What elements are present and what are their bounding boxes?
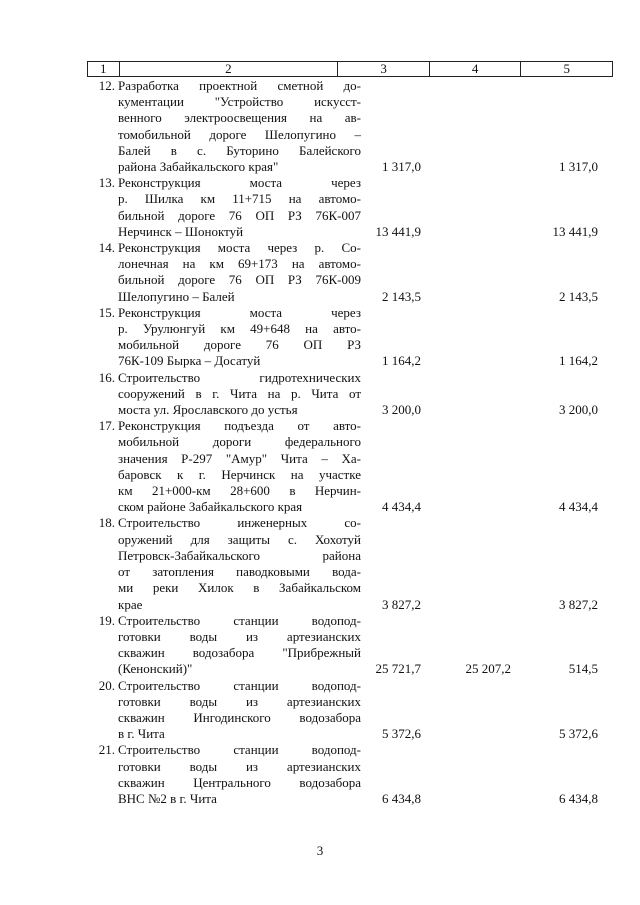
description-line: готовки воды из артезианских (118, 693, 361, 709)
description-line: скважин Центрального водозабора (118, 774, 361, 790)
row-description (98, 78, 361, 175)
value-col-3: 1 164,2 (382, 353, 421, 369)
row-number: 12. (98, 78, 115, 93)
value-col-5: 3 827,2 (559, 596, 598, 612)
description-line: моста ул. Ярославского до устья (118, 402, 298, 418)
header-col-4: 4 (429, 62, 521, 77)
row-description (98, 240, 361, 305)
description-line: скважин Ингодинского водозабора (118, 709, 361, 725)
row-number: 20. (98, 677, 115, 693)
table-row (87, 678, 613, 743)
header-col-2: 2 (119, 62, 338, 77)
table-row (87, 418, 613, 515)
value-col-3: 2 143,5 (382, 288, 421, 304)
description-line: крае (118, 596, 143, 612)
description-line: Строительство станции водопод- (118, 612, 361, 628)
description-line: Реконструкция подъезда от авто- (118, 418, 361, 434)
description-line: от затопления паводковыми вода- (118, 564, 361, 580)
description-line: Петровск-Забайкальского района (118, 547, 361, 563)
description-line: скважин водозабора "Прибрежный (118, 645, 361, 661)
description-line: томобильной дороге Шелопугино – (118, 126, 361, 142)
description-line: значения Р-297 "Амур" Чита – Ха- (118, 450, 361, 466)
table-row (87, 742, 613, 807)
description-line: сооружений в г. Чита на р. Чита от (118, 385, 361, 401)
description-line: Балей в с. Буторино Балейского (118, 142, 361, 158)
row-number: 19. (98, 612, 115, 628)
description-line: ском районе Забайкальского края (118, 499, 303, 515)
table-row (87, 305, 613, 370)
value-col-5: 2 143,5 (559, 288, 598, 304)
row-number: 14. (98, 240, 115, 256)
description-line: Шелопугино – Балей (118, 288, 235, 304)
description-line: бильной дороге 76 ОП РЗ 76К-007 (118, 207, 361, 223)
description-line: Реконструкция моста через р. Со- (118, 240, 361, 256)
description-line: 76К-109 Бырка – Досатуй (118, 353, 261, 369)
description-line: кументации "Устройство искусст- (118, 94, 361, 110)
table-row (87, 370, 613, 419)
value-col-5: 4 434,4 (559, 499, 598, 515)
row-description (98, 612, 361, 678)
value-col-3: 5 372,6 (382, 726, 421, 742)
value-col-3: 1 317,0 (382, 159, 421, 175)
description-line: Реконструкция моста через (118, 175, 361, 191)
description-line: оружений для защиты с. Хохотуй (118, 531, 361, 547)
header-col-1: 1 (88, 62, 120, 77)
table-row (87, 240, 613, 305)
row-description (98, 369, 361, 419)
row-description (98, 742, 361, 807)
description-line: ми реки Хилок в Забайкальском (118, 580, 361, 596)
description-line: в г. Чита (118, 726, 165, 742)
description-line: Строительство станции водопод- (118, 677, 361, 693)
row-number: 13. (98, 175, 115, 191)
description-line: мобильной дороги федерального (118, 434, 361, 450)
row-number: 15. (98, 304, 115, 320)
description-line: лонечная на км 69+173 на автомо- (118, 256, 361, 272)
header-col-3: 3 (338, 62, 430, 77)
row-description (98, 175, 361, 240)
row-number: 18. (98, 515, 115, 531)
description-line: Строительство гидротехнических (118, 369, 361, 385)
table-row (87, 515, 613, 612)
row-description (98, 304, 361, 370)
value-col-3: 3 200,0 (382, 402, 421, 418)
value-col-5: 1 164,2 (559, 353, 598, 369)
description-line: бильной дороге 76 ОП РЗ 76К-009 (118, 272, 361, 288)
description-line: венного электроосвещения на ав- (118, 110, 361, 126)
description-line: мобильной дороге 76 ОП РЗ (118, 337, 361, 353)
value-col-5: 13 441,9 (552, 223, 598, 239)
description-line: Разработка проектной сметной до- (118, 78, 361, 93)
description-line: готовки воды из артезианских (118, 628, 361, 644)
value-col-5: 3 200,0 (559, 402, 598, 418)
table-row (87, 175, 613, 240)
table-body (87, 78, 613, 807)
value-col-3: 6 434,8 (382, 790, 421, 806)
value-col-3: 25 721,7 (375, 661, 421, 677)
description-line: Строительство инженерных со- (118, 515, 361, 531)
row-number: 17. (98, 418, 115, 434)
description-line: р. Урулюнгуй км 49+648 на авто- (118, 321, 361, 337)
description-line: Нерчинск – Шоноктуй (118, 223, 244, 239)
value-col-4: 25 207,2 (465, 661, 511, 677)
value-col-3: 4 434,4 (382, 499, 421, 515)
value-col-5: 6 434,8 (559, 790, 598, 806)
table-header (87, 61, 613, 77)
value-col-5: 514,5 (568, 661, 598, 677)
row-description (98, 515, 361, 612)
description-line: готовки воды из артезианских (118, 758, 361, 774)
description-line: ВНС №2 в г. Чита (118, 790, 217, 806)
value-col-3: 13 441,9 (375, 223, 421, 239)
row-number: 21. (98, 742, 115, 758)
description-line: баровск к г. Нерчинск на участке (118, 466, 361, 482)
value-col-5: 5 372,6 (559, 726, 598, 742)
row-description (98, 677, 361, 743)
table-row (87, 78, 613, 175)
description-line: (Кенонский)" (118, 661, 193, 677)
row-number: 16. (98, 369, 115, 385)
description-line: км 21+000-км 28+600 в Нерчин- (118, 483, 361, 499)
row-description (98, 418, 361, 515)
description-line: Реконструкция моста через (118, 304, 361, 320)
description-line: района Забайкальского края" (118, 159, 279, 175)
header-col-5: 5 (521, 62, 613, 77)
description-line: Строительство станции водопод- (118, 742, 361, 758)
value-col-5: 1 317,0 (559, 159, 598, 175)
page-number: 3 (316, 843, 324, 858)
value-col-3: 3 827,2 (382, 596, 421, 612)
table-row (87, 613, 613, 678)
description-line: р. Шилка км 11+715 на автомо- (118, 191, 361, 207)
